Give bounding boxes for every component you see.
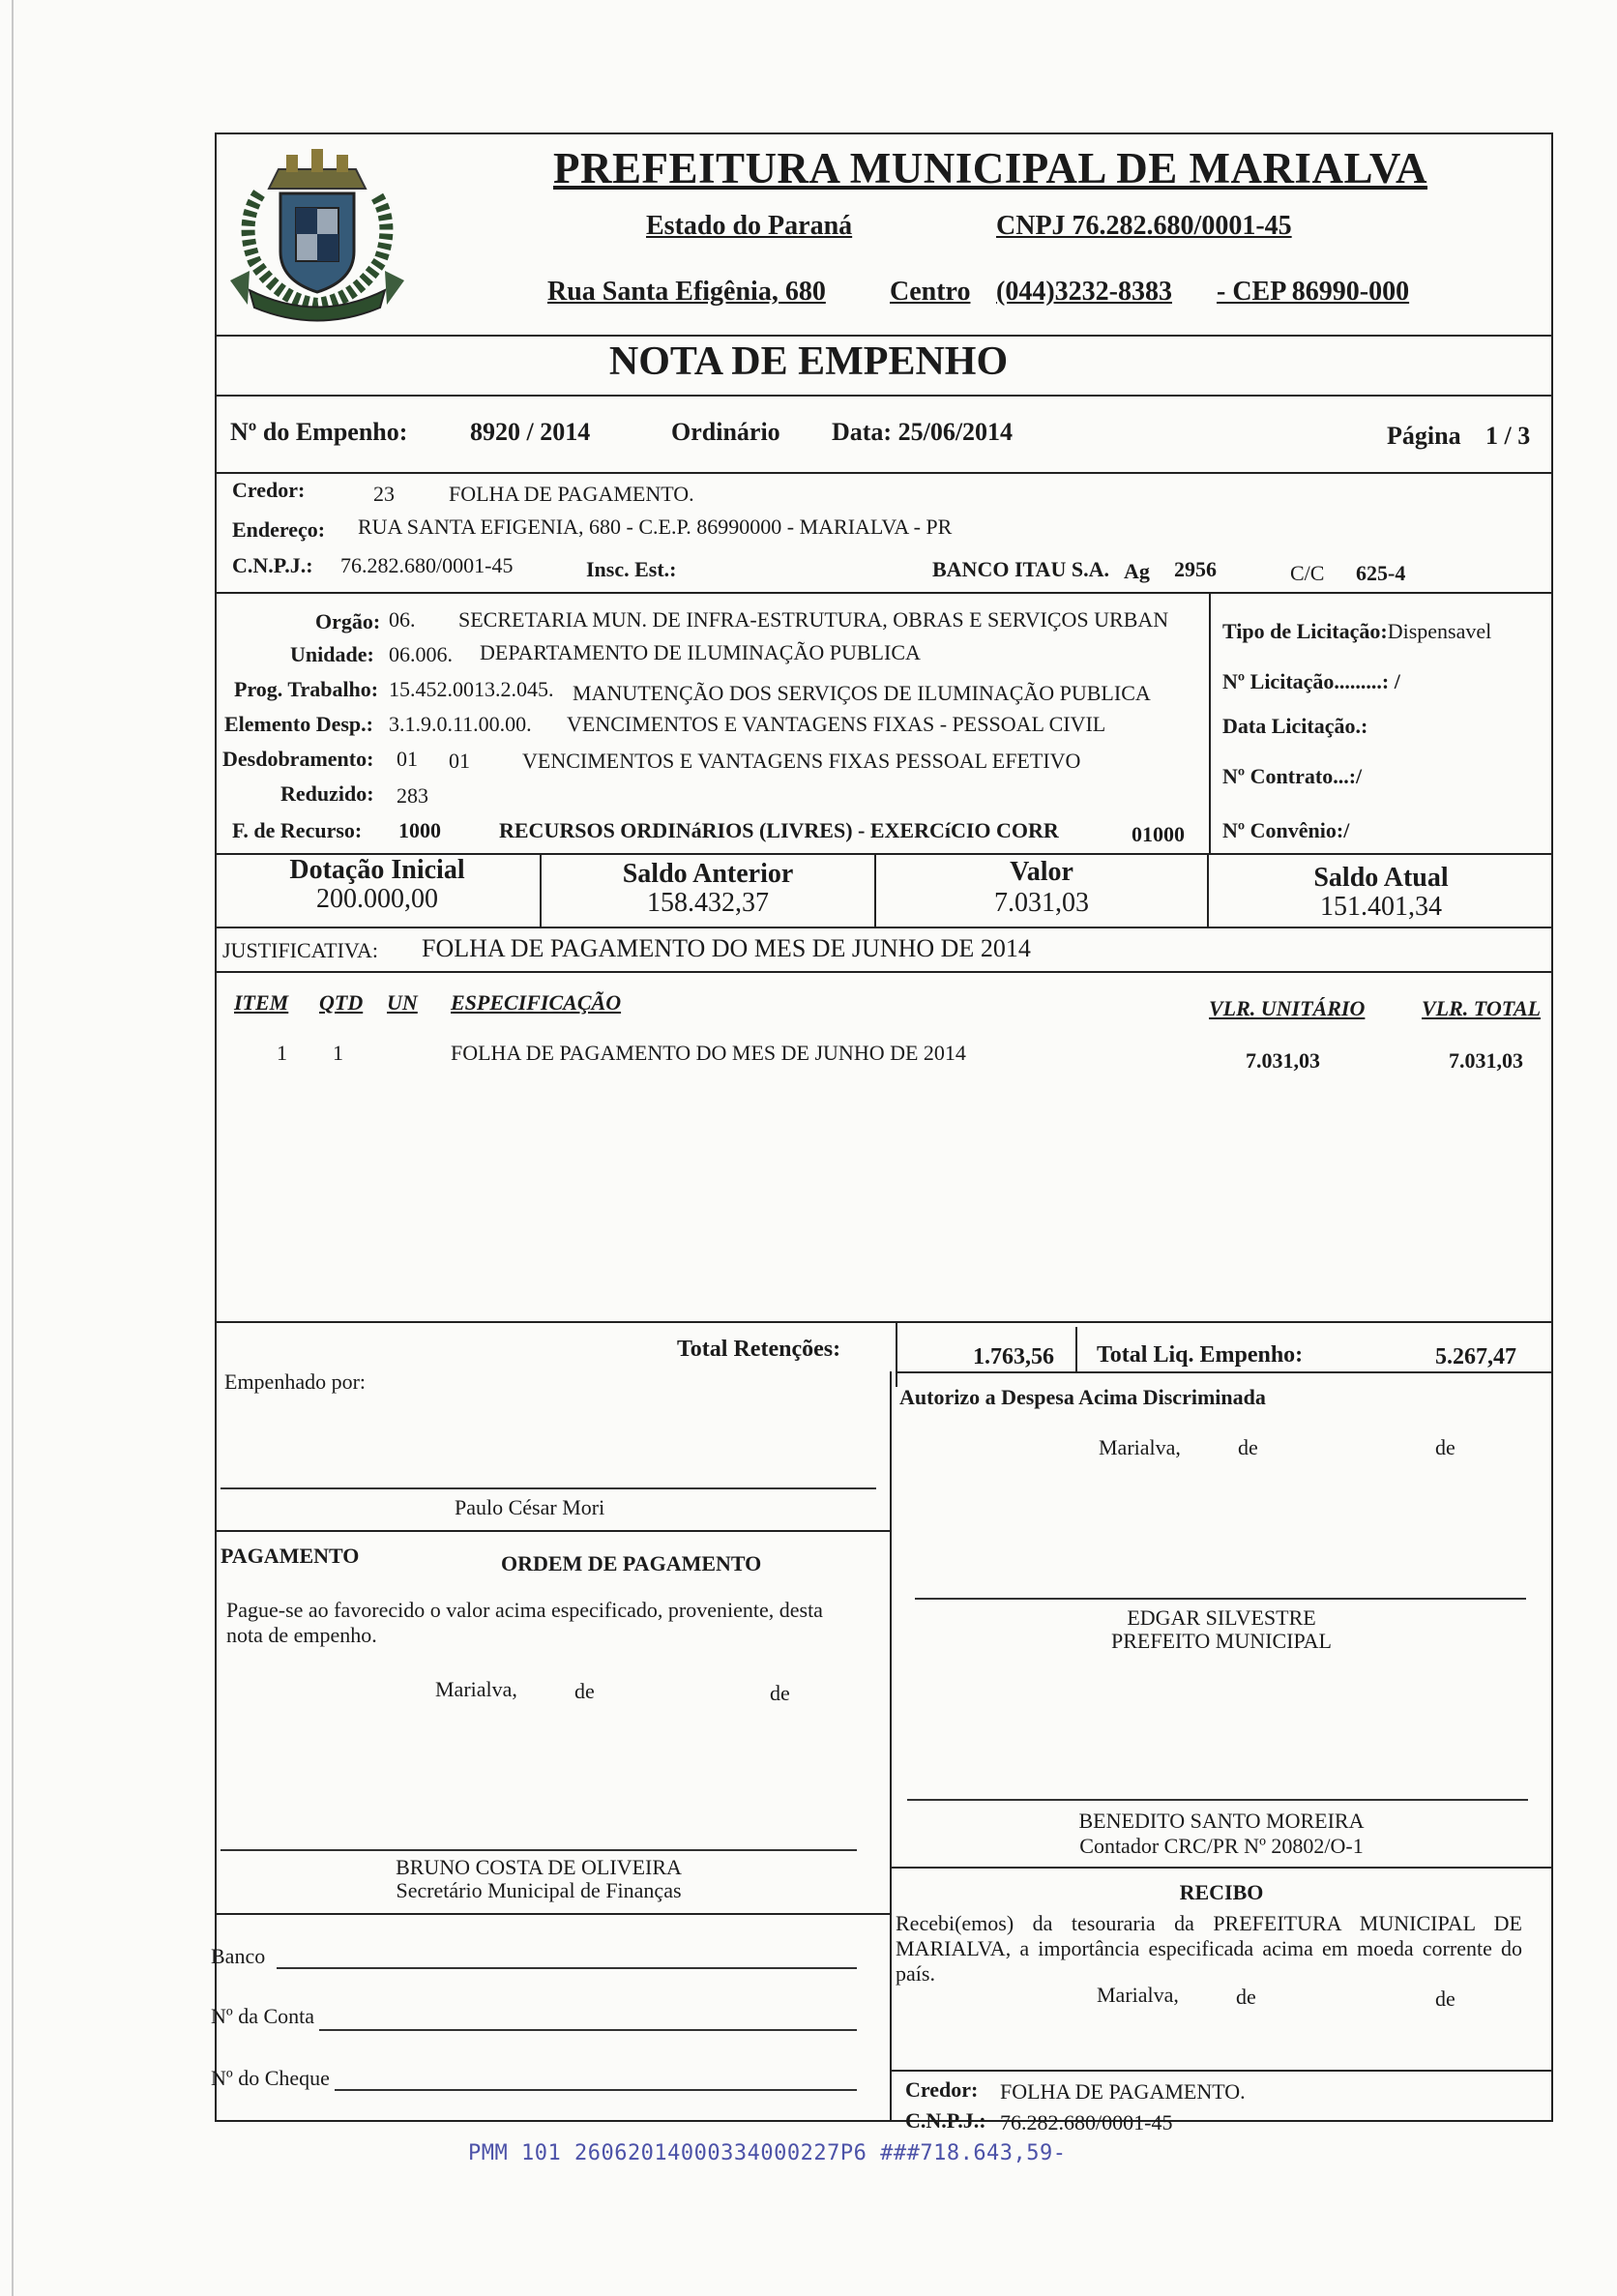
conta-label: Nº da Conta — [211, 2004, 315, 2028]
agency-number: 2956 — [1174, 557, 1217, 581]
items-header-qtd: QTD — [319, 990, 364, 1015]
item-unit-price: 7.031,03 — [1246, 1048, 1320, 1073]
item-quantity: 1 — [333, 1041, 343, 1065]
recurso-code: 1000 — [398, 818, 441, 842]
empenhado-por-label: Empenhado por: — [224, 1369, 367, 1394]
prog-code: 15.452.0013.2.045. — [389, 677, 554, 701]
divider — [896, 1371, 1553, 1373]
desdobramento-name: VENCIMENTOS E VANTAGENS FIXAS PESSOAL EFETIVO — [522, 749, 1081, 773]
retencoes-label: Total Retenções: — [677, 1337, 841, 1362]
justificativa-text: FOLHA DE PAGAMENTO DO MES DE JUNHO DE 2014 — [422, 934, 1031, 962]
signature-line — [220, 1487, 876, 1489]
recibo-title: RECIBO — [1179, 1880, 1264, 1904]
banco-field — [277, 1967, 857, 1969]
elemento-code: 3.1.9.0.11.00.00. — [389, 712, 532, 736]
credor-label: Credor: — [232, 478, 306, 502]
pagamento-text: Pague-se ao favorecido o valor acima especificado, proveniente, desta nota de empenho. — [226, 1598, 823, 1647]
finance-secretary-title: Secretário Municipal de Finanças — [396, 1878, 682, 1902]
divider — [1075, 1327, 1077, 1371]
signer-name: Paulo César Mori — [455, 1495, 605, 1519]
receipt-credor-label: Credor: — [905, 2077, 979, 2102]
divider — [896, 1321, 897, 1387]
divider — [215, 472, 1553, 474]
autorizo-text: Autorizo a Despesa Acima Discriminada — [899, 1385, 1266, 1409]
elemento-name: VENCIMENTOS E VANTAGENS FIXAS - PESSOAL CIVIL — [567, 712, 1106, 736]
desdobramento-label: Desdobramento: — [222, 747, 374, 771]
account-label: C/C — [1290, 561, 1325, 585]
signature-line — [915, 1598, 1526, 1600]
empenho-number: 8920 / 2014 — [470, 418, 591, 446]
divider — [215, 927, 1553, 928]
credor-address: RUA SANTA EFIGENIA, 680 - C.E.P. 86990000 - MARIALVA - PR — [358, 515, 953, 539]
header-cnpj: CNPJ 76.282.680/0001-45 — [996, 211, 1292, 241]
reduzido-label: Reduzido: — [280, 781, 374, 806]
divider — [890, 2070, 1553, 2072]
credor-name: FOLHA DE PAGAMENTO. — [449, 482, 694, 506]
header-district: Centro — [890, 277, 971, 307]
cheque-field — [335, 2089, 857, 2091]
valor-value: 7.031,03 — [994, 888, 1089, 918]
divider — [890, 1867, 1553, 1869]
item-total: 7.031,03 — [1449, 1048, 1523, 1073]
retencoes-value: 1.763,56 — [973, 1344, 1054, 1369]
auth-city: Marialva, — [1099, 1435, 1181, 1459]
auth-de-2: de — [1435, 1435, 1455, 1459]
reduzido-value: 283 — [397, 783, 428, 808]
credor-cnpj: 76.282.680/0001-45 — [340, 553, 514, 577]
document-title: NOTA DE EMPENHO — [608, 339, 1009, 384]
cheque-label: Nº do Cheque — [211, 2066, 330, 2090]
receipt-de-2: de — [1435, 1987, 1455, 2011]
recurso-name: RECURSOS ORDINáRIOS (LIVRES) - EXERCíCIO CORR — [499, 818, 1059, 842]
mayor-title: PREFEITO MUNICIPAL — [1111, 1629, 1332, 1653]
ordem-pagamento-label: ORDEM DE PAGAMENTO — [501, 1551, 762, 1575]
divider — [215, 395, 1553, 397]
licitacao-number: Nº Licitação.........: / — [1222, 669, 1400, 693]
item-specification: FOLHA DE PAGAMENTO DO MES DE JUNHO DE 2014 — [451, 1041, 966, 1065]
dotacao-value: 200.000,00 — [316, 884, 438, 914]
elemento-label: Elemento Desp.: — [224, 712, 373, 736]
recibo-text: Recebi(emos) da tesouraria da PREFEITURA MUNICIPAL DE MARIALVA, a importância especificada acima em moeda corrente do país. — [896, 1911, 1522, 1986]
empenho-type: Ordinário — [671, 418, 780, 446]
items-header-unit-price: VLR. UNITÁRIO — [1209, 996, 1366, 1020]
contrato-number: Nº Contrato...:/ — [1222, 764, 1363, 788]
insc-est-label: Insc. Est.: — [586, 557, 677, 581]
desdobramento-code-b: 01 — [449, 749, 470, 773]
divider — [215, 1321, 1553, 1323]
item-number: 1 — [277, 1041, 287, 1065]
desdobramento-code-a: 01 — [397, 747, 418, 771]
unidade-code: 06.006. — [389, 642, 453, 666]
receipt-credor: FOLHA DE PAGAMENTO. — [1000, 2079, 1246, 2104]
prog-name: MANUTENÇÃO DOS SERVIÇOS DE ILUMINAÇÃO PUBLICA — [573, 681, 1151, 705]
divider — [215, 335, 1553, 337]
state-name: Estado do Paraná — [646, 211, 853, 241]
recurso-number: 01000 — [1132, 822, 1185, 846]
unidade-name: DEPARTAMENTO DE ILUMINAÇÃO PUBLICA — [480, 640, 921, 664]
convenio-number: Nº Convênio:/ — [1222, 818, 1350, 842]
orgao-name: SECRETARIA MUN. DE INFRA-ESTRUTURA, OBRAS E SERVIÇOS URBAN — [458, 607, 1169, 632]
header-address: Rua Santa Efigênia, 680 — [547, 277, 826, 307]
municipality-title: PREFEITURA MUNICIPAL DE MARIALVA — [553, 144, 1428, 192]
prog-label: Prog. Trabalho: — [234, 677, 379, 701]
items-header-spec: ESPECIFICAÇÃO — [451, 990, 622, 1015]
valor-label: Valor — [1010, 857, 1073, 887]
saldo-atual-label: Saldo Atual — [1313, 863, 1449, 893]
saldo-anterior-value: 158.432,37 — [647, 888, 769, 918]
banco-label: Banco — [211, 1944, 266, 1968]
licitacao-date: Data Licitação.: — [1222, 714, 1368, 738]
dotacao-label: Dotação Inicial — [289, 855, 465, 885]
agency-label: Ag — [1124, 559, 1150, 583]
header-phone: (044)3232-8383 — [996, 277, 1172, 307]
pagamento-label: PAGAMENTO — [220, 1544, 360, 1568]
payment-city: Marialva, — [435, 1677, 517, 1701]
items-header-un: UN — [387, 990, 418, 1015]
total-liquido-label: Total Liq. Empenho: — [1097, 1342, 1304, 1368]
recurso-label: F. de Recurso: — [232, 818, 363, 842]
divider — [890, 1371, 892, 2122]
divider — [215, 592, 1553, 594]
empenho-date: Data: 25/06/2014 — [832, 418, 1014, 446]
accountant-title: Contador CRC/PR Nº 20802/O-1 — [1079, 1834, 1364, 1858]
credor-code: 23 — [373, 482, 395, 506]
header-cep: - CEP 86990-000 — [1217, 277, 1410, 307]
divider — [1209, 592, 1211, 853]
conta-field — [319, 2029, 857, 2031]
bank-name: BANCO ITAU S.A. — [932, 557, 1109, 581]
authentication-stamp: PMM 101 26062014000334000227P6 ###718.643,59- — [468, 2141, 1067, 2165]
licitacao-type: Dispensavel — [1387, 619, 1492, 643]
orgao-label: Orgão: — [315, 609, 381, 633]
total-liquido-value: 5.267,47 — [1435, 1344, 1516, 1369]
orgao-code: 06. — [389, 607, 416, 632]
items-header-total: VLR. TOTAL — [1422, 996, 1542, 1020]
justificativa-label: JUSTIFICATIVA: — [222, 938, 378, 962]
account-number: 625-4 — [1356, 561, 1406, 585]
page-label: Página — [1387, 422, 1461, 450]
auth-de-1: de — [1238, 1435, 1258, 1459]
payment-de-1: de — [574, 1679, 595, 1703]
finance-secretary-name: BRUNO COSTA DE OLIVEIRA — [396, 1855, 682, 1879]
mayor-name: EDGAR SILVESTRE — [1127, 1605, 1316, 1630]
licitacao-type-label: Tipo de Licitação: — [1222, 619, 1388, 643]
page-number: 1 / 3 — [1485, 422, 1531, 450]
signature-line — [220, 1849, 857, 1851]
signature-line — [907, 1799, 1528, 1801]
divider — [215, 1530, 892, 1532]
divider — [215, 971, 1553, 973]
divider — [215, 1913, 892, 1915]
receipt-cnpj: 76.282.680/0001-45 — [1000, 2110, 1173, 2134]
unidade-label: Unidade: — [290, 642, 374, 666]
address-label: Endereço: — [232, 517, 326, 542]
saldo-anterior-label: Saldo Anterior — [622, 859, 794, 889]
empenho-label: Nº do Empenho: — [230, 418, 408, 446]
saldo-atual-value: 151.401,34 — [1320, 892, 1442, 922]
items-header-item: ITEM — [234, 990, 289, 1015]
receipt-city: Marialva, — [1097, 1983, 1179, 2007]
cnpj-label: C.N.P.J.: — [232, 553, 313, 577]
receipt-de-1: de — [1236, 1985, 1256, 2009]
accountant-name: BENEDITO SANTO MOREIRA — [1078, 1809, 1365, 1833]
receipt-cnpj-label: C.N.P.J.: — [905, 2108, 986, 2133]
payment-de-2: de — [770, 1681, 790, 1705]
